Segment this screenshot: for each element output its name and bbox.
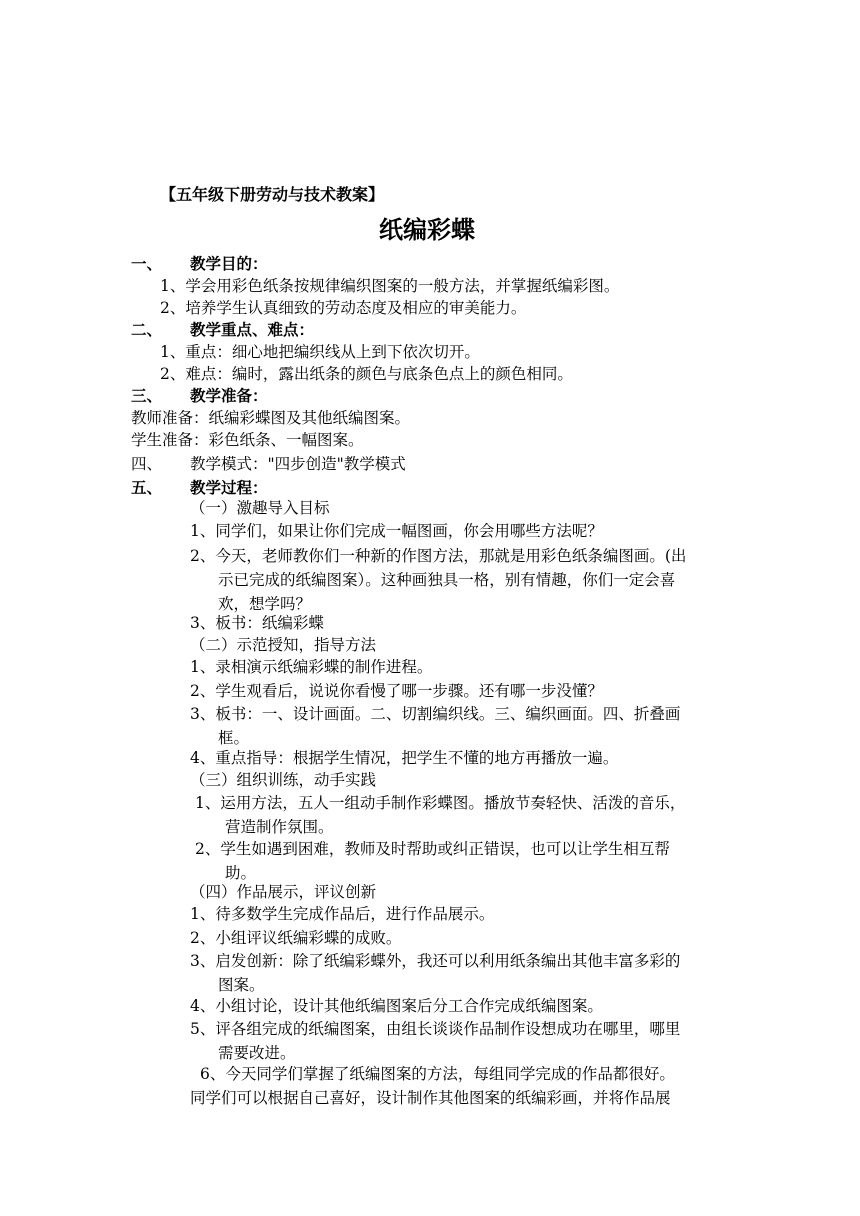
part-2-item-1: 1、录相演示纸编彩蝶的制作进程。 — [190, 658, 433, 676]
part-4-item-1: 1、待多数学生完成作品后，进行作品展示。 — [190, 905, 495, 923]
teacher-prep: 教师准备：纸编彩蝶图及其他纸编图案。 — [131, 409, 411, 427]
part-4-title: （四）作品展示，评议创新 — [190, 883, 377, 901]
section-1-item-1: 1、学会用彩色纸条按规律编织图案的一般方法，并掌握纸编彩图。 — [160, 277, 620, 295]
page-title: 纸编彩蝶 — [379, 215, 475, 244]
part-2-item-3: 3、板书：一、设计画面。二、切割编织线。三、编织画面。四、折叠画 框。 — [190, 705, 681, 747]
part-2-item-4: 4、重点指导：根据学生情况，把学生不懂的地方再播放一遍。 — [190, 749, 619, 767]
part-4-item-4: 4、小组讨论，设计其他纸编图案后分工合作完成纸编图案。 — [190, 997, 603, 1015]
part-4-item-6: 6、今天同学们掌握了纸编图案的方法，每组同学完成的作品都很好。 同学们可以根据自己喜好，设计制作其他图案的纸编彩画，并将作品展 — [190, 1065, 675, 1107]
section-2-heading: 教学重点、难点： — [190, 320, 315, 339]
part-2-title: （二）示范授知，指导方法 — [190, 636, 377, 654]
part-3-title: （三）组织训练，动手实践 — [190, 771, 377, 789]
part-3-item-2: 2、学生如遇到困难，教师及时帮助或纠正错误，也可以让学生相互帮 助。 — [195, 840, 670, 882]
section-1-heading: 教学目的： — [190, 254, 268, 273]
section-2-number: 二、 — [131, 320, 163, 339]
part-1-item-1: 1、同学们，如果让你们完成一幅图画，你会用哪些方法呢？ — [190, 522, 603, 540]
part-4-item-2: 2、小组评议纸编彩蝶的成败。 — [190, 929, 402, 947]
section-4-number: 四、 — [131, 455, 163, 473]
section-2-item-2: 2、难点：编时，露出纸条的颜色与底条色点上的颜色相同。 — [160, 365, 573, 383]
section-5-heading: 教学过程： — [190, 478, 268, 497]
part-3-item-1: 1、运用方法，五人一组动手制作彩蝶图。播放节奏轻快、活泼的音乐， 营造制作氛围。 — [195, 794, 686, 836]
part-4-item-3: 3、启发创新：除了纸编彩蝶外，我还可以利用纸条编出其他丰富多彩的 图案。 — [190, 952, 681, 994]
student-prep: 学生准备：彩色纸条、一幅图案。 — [131, 431, 364, 449]
part-4-item-5: 5、评各组完成的纸编图案，由组长谈谈作品制作设想成功在哪里，哪里 需要改进。 — [190, 1020, 681, 1062]
part-1-item-2: 2、今天，老师教你们一种新的作图方法，那就是用彩色纸条编图画。(出 示已完成的纸编图案）。这种画独具一格，别有情趣，你们一定会喜 欢，想学吗？ — [190, 547, 687, 613]
part-2-item-2: 2、学生观看后，说说你看慢了哪一步骤。还有哪一步没懂？ — [190, 682, 603, 700]
section-5-number: 五、 — [131, 478, 163, 497]
part-1-title: （一）激趣导入目标 — [190, 499, 330, 517]
section-1-number: 一、 — [131, 254, 163, 273]
header-tag: 【五年级下册劳动与技术教案】 — [160, 185, 385, 204]
section-2-item-1: 1、重点：细心地把编织线从上到下依次切开。 — [160, 343, 480, 361]
section-1-item-2: 2、培养学生认真细致的劳动态度及相应的审美能力。 — [160, 299, 527, 317]
part-1-item-3: 3、板书：纸编彩蝶 — [190, 614, 324, 632]
section-3-number: 三、 — [131, 386, 163, 405]
section-3-heading: 教学准备： — [190, 386, 268, 405]
section-4-heading: 教学模式："四步创造"教学模式 — [190, 455, 406, 473]
